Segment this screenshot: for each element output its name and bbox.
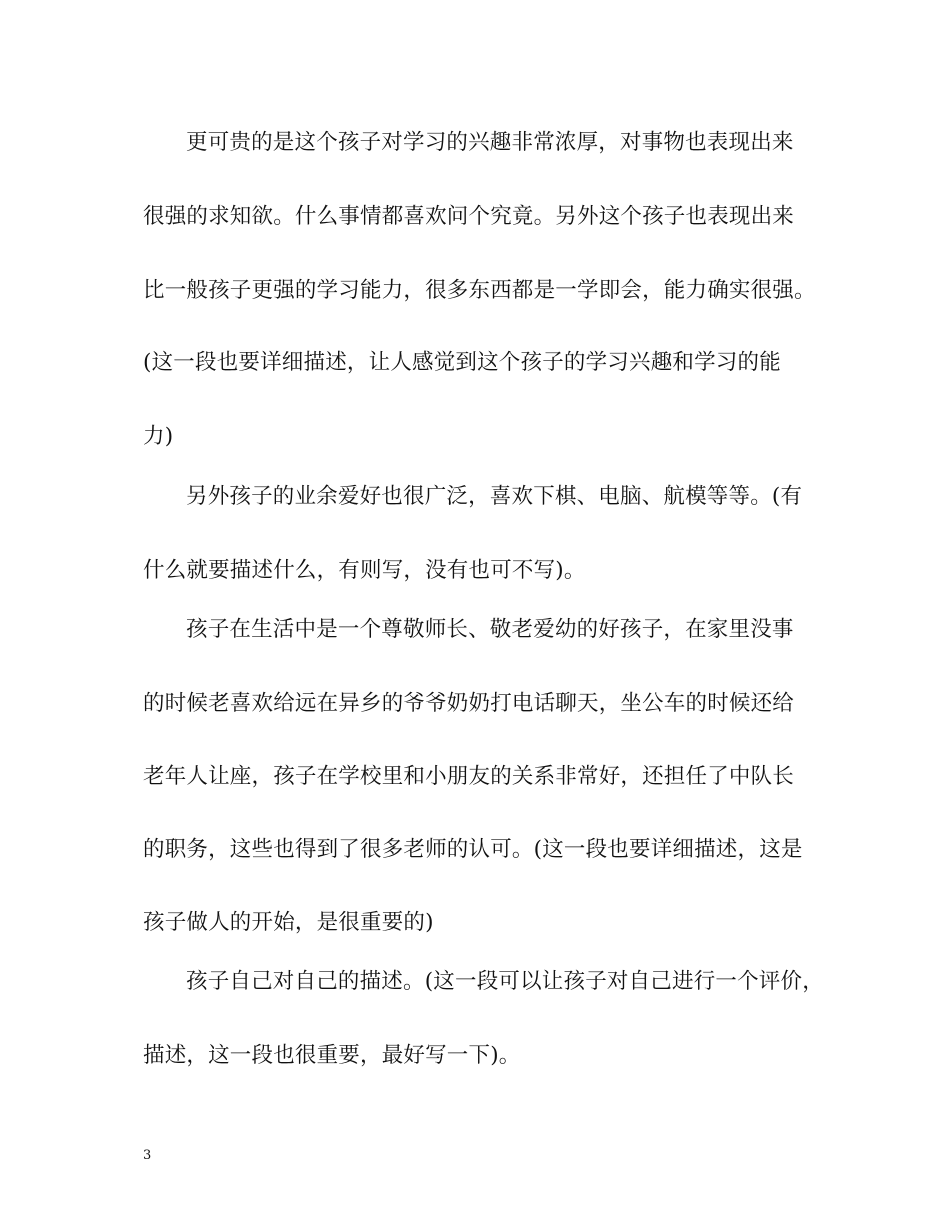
paragraph-1-line-1: 更可贵的是这个孩子对学习的兴趣非常浓厚，对事物也表现出来: [186, 130, 794, 155]
paragraph-1-line-3: 比一般孩子更强的学习能力，很多东西都是一学即会，能力确实很强。: [143, 278, 816, 303]
paragraph-3-line-3: 老年人让座，孩子在学校里和小朋友的关系非常好，还担任了中队长: [143, 764, 795, 789]
paragraph-3-line-4: 的职务，这些也得到了很多老师的认可。(这一段也要详细描述，这是: [143, 837, 803, 862]
paragraph-3-line-2: 的时候老喜欢给远在异乡的爷爷奶奶打电话聊天，坐公车的时候还给: [143, 691, 795, 716]
paragraph-1-line-4: (这一段也要详细描述，让人感觉到这个孩子的学习兴趣和学习的能: [143, 350, 781, 375]
paragraph-4-line-2: 描述，这一段也很重要，最好写一下)。: [143, 1043, 521, 1068]
paragraph-3-line-1: 孩子在生活中是一个尊敬师长、敬老爱幼的好孩子，在家里没事: [186, 617, 794, 642]
paragraph-4-line-1: 孩子自己对自己的描述。(这一段可以让孩子对自己进行一个评价，: [186, 969, 824, 994]
paragraph-1-line-2: 很强的求知欲。什么事情都喜欢问个究竟。另外这个孩子也表现出来: [143, 204, 795, 229]
paragraph-2-line-2: 什么就要描述什么，有则写，没有也可不写)。: [143, 558, 586, 583]
paragraph-3-line-5: 孩子做人的开始，是很重要的): [143, 910, 434, 935]
page-number: 3: [143, 1148, 152, 1163]
paragraph-1-line-5: 力): [143, 424, 174, 449]
paragraph-2-line-1: 另外孩子的业余爱好也很广泛，喜欢下棋、电脑、航模等等。(有: [186, 484, 803, 509]
